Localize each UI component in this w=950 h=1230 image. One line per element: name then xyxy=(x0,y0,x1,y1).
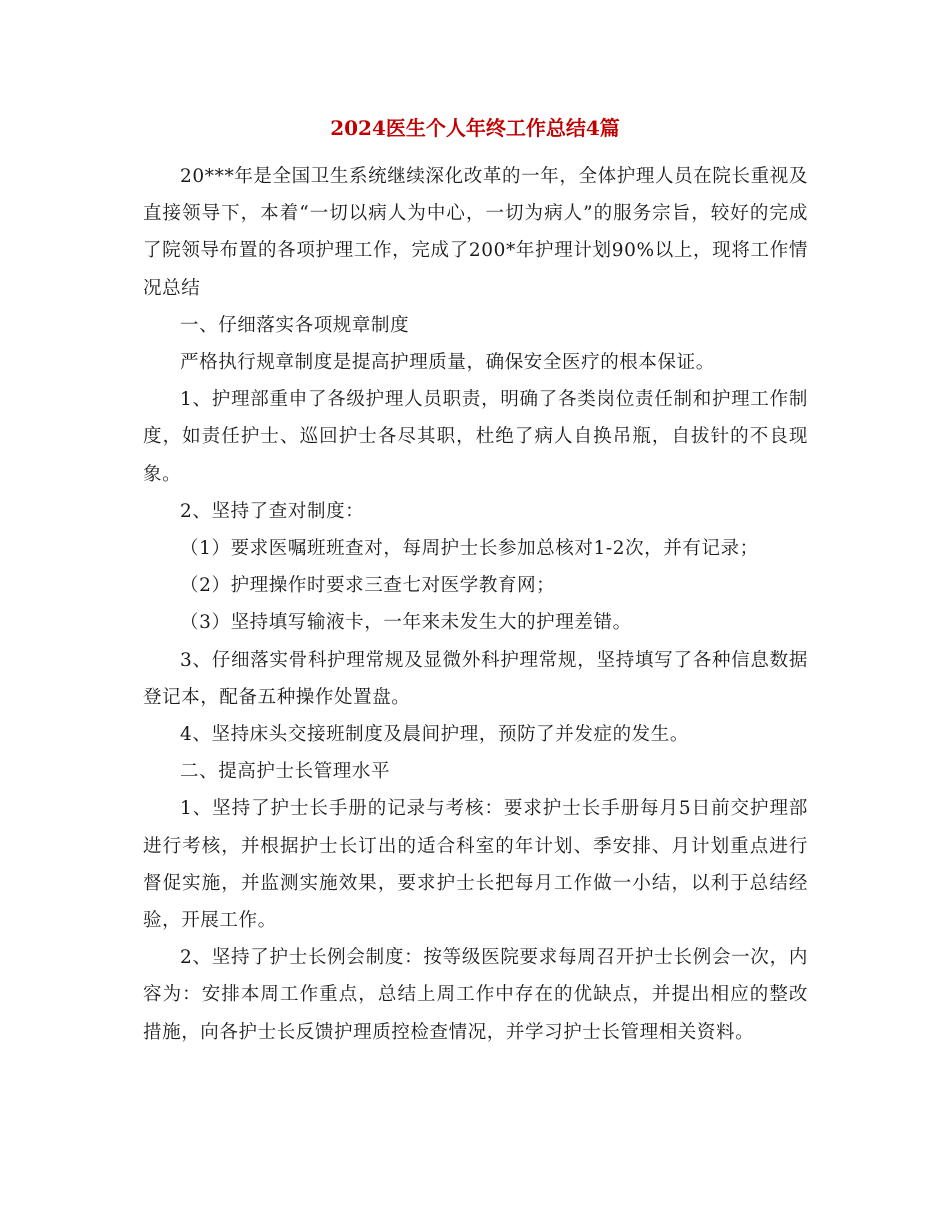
sub-item-2: （2）护理操作时要求三查七对医学教育网； xyxy=(180,575,556,597)
section-heading-1: 一、仔细落实各项规章制度 xyxy=(180,314,410,336)
sub-item-1: （1）要求医嘱班班查对，每周护士长参加总核对1-2次，并有记录； xyxy=(180,538,759,560)
document-title: 2024医生个人年终工作总结4篇 xyxy=(330,116,620,140)
list-item-2: 2、坚持了查对制度： xyxy=(180,500,365,522)
list-item-1: 1、护理部重申了各级护理人员职责，明确了各类岗位责任制和护理工作制度，如责任护士、巡回护士各尽其职，杜绝了病人自换吊瓶，自拔针的不良现象。 xyxy=(143,389,808,485)
document-body xyxy=(143,158,808,1051)
section-heading-2: 二、提高护士长管理水平 xyxy=(180,761,391,783)
body-paragraph: 严格执行规章制度是提高护理质量，确保安全医疗的根本保证。 xyxy=(180,352,715,374)
intro-paragraph: 20***年是全国卫生系统继续深化改革的一年，全体护理人员在院长重视及直接领导下，本着“一切以病人为中心，一切为病人”的服务宗旨，较好的完成了院领导布置的各项护理工作，完成了200*年护理计划90%以上，现将工作情况总结 xyxy=(143,166,808,299)
sub-item-3: （3）坚持填写输液卡，一年来未发生大的护理差错。 xyxy=(180,612,632,634)
list-item-5: 1、坚持了护士长手册的记录与考核：要求护士长手册每月5日前交护理部进行考核，并根据护士长订出的适合科室的年计划、季安排、月计划重点进行督促实施，并监测实施效果，要求护士长把每月工作做一小结，以利于总结经验，开展工作。 xyxy=(143,798,808,932)
list-item-6: 2、坚持了护士长例会制度：按等级医院要求每周召开护士长例会一次，内容为：安排本周工作重点，总结上周工作中存在的优缺点，并提出相应的整改措施，向各护士长反馈护理质控检查情况，并学习护士长管理相关资料。 xyxy=(143,947,808,1043)
list-item-3: 3、仔细落实骨科护理常规及显微外科护理常规，坚持填写了各种信息数据登记本，配备五种操作处置盘。 xyxy=(143,649,808,708)
list-item-4: 4、坚持床头交接班制度及晨间护理，预防了并发症的发生。 xyxy=(180,724,689,746)
